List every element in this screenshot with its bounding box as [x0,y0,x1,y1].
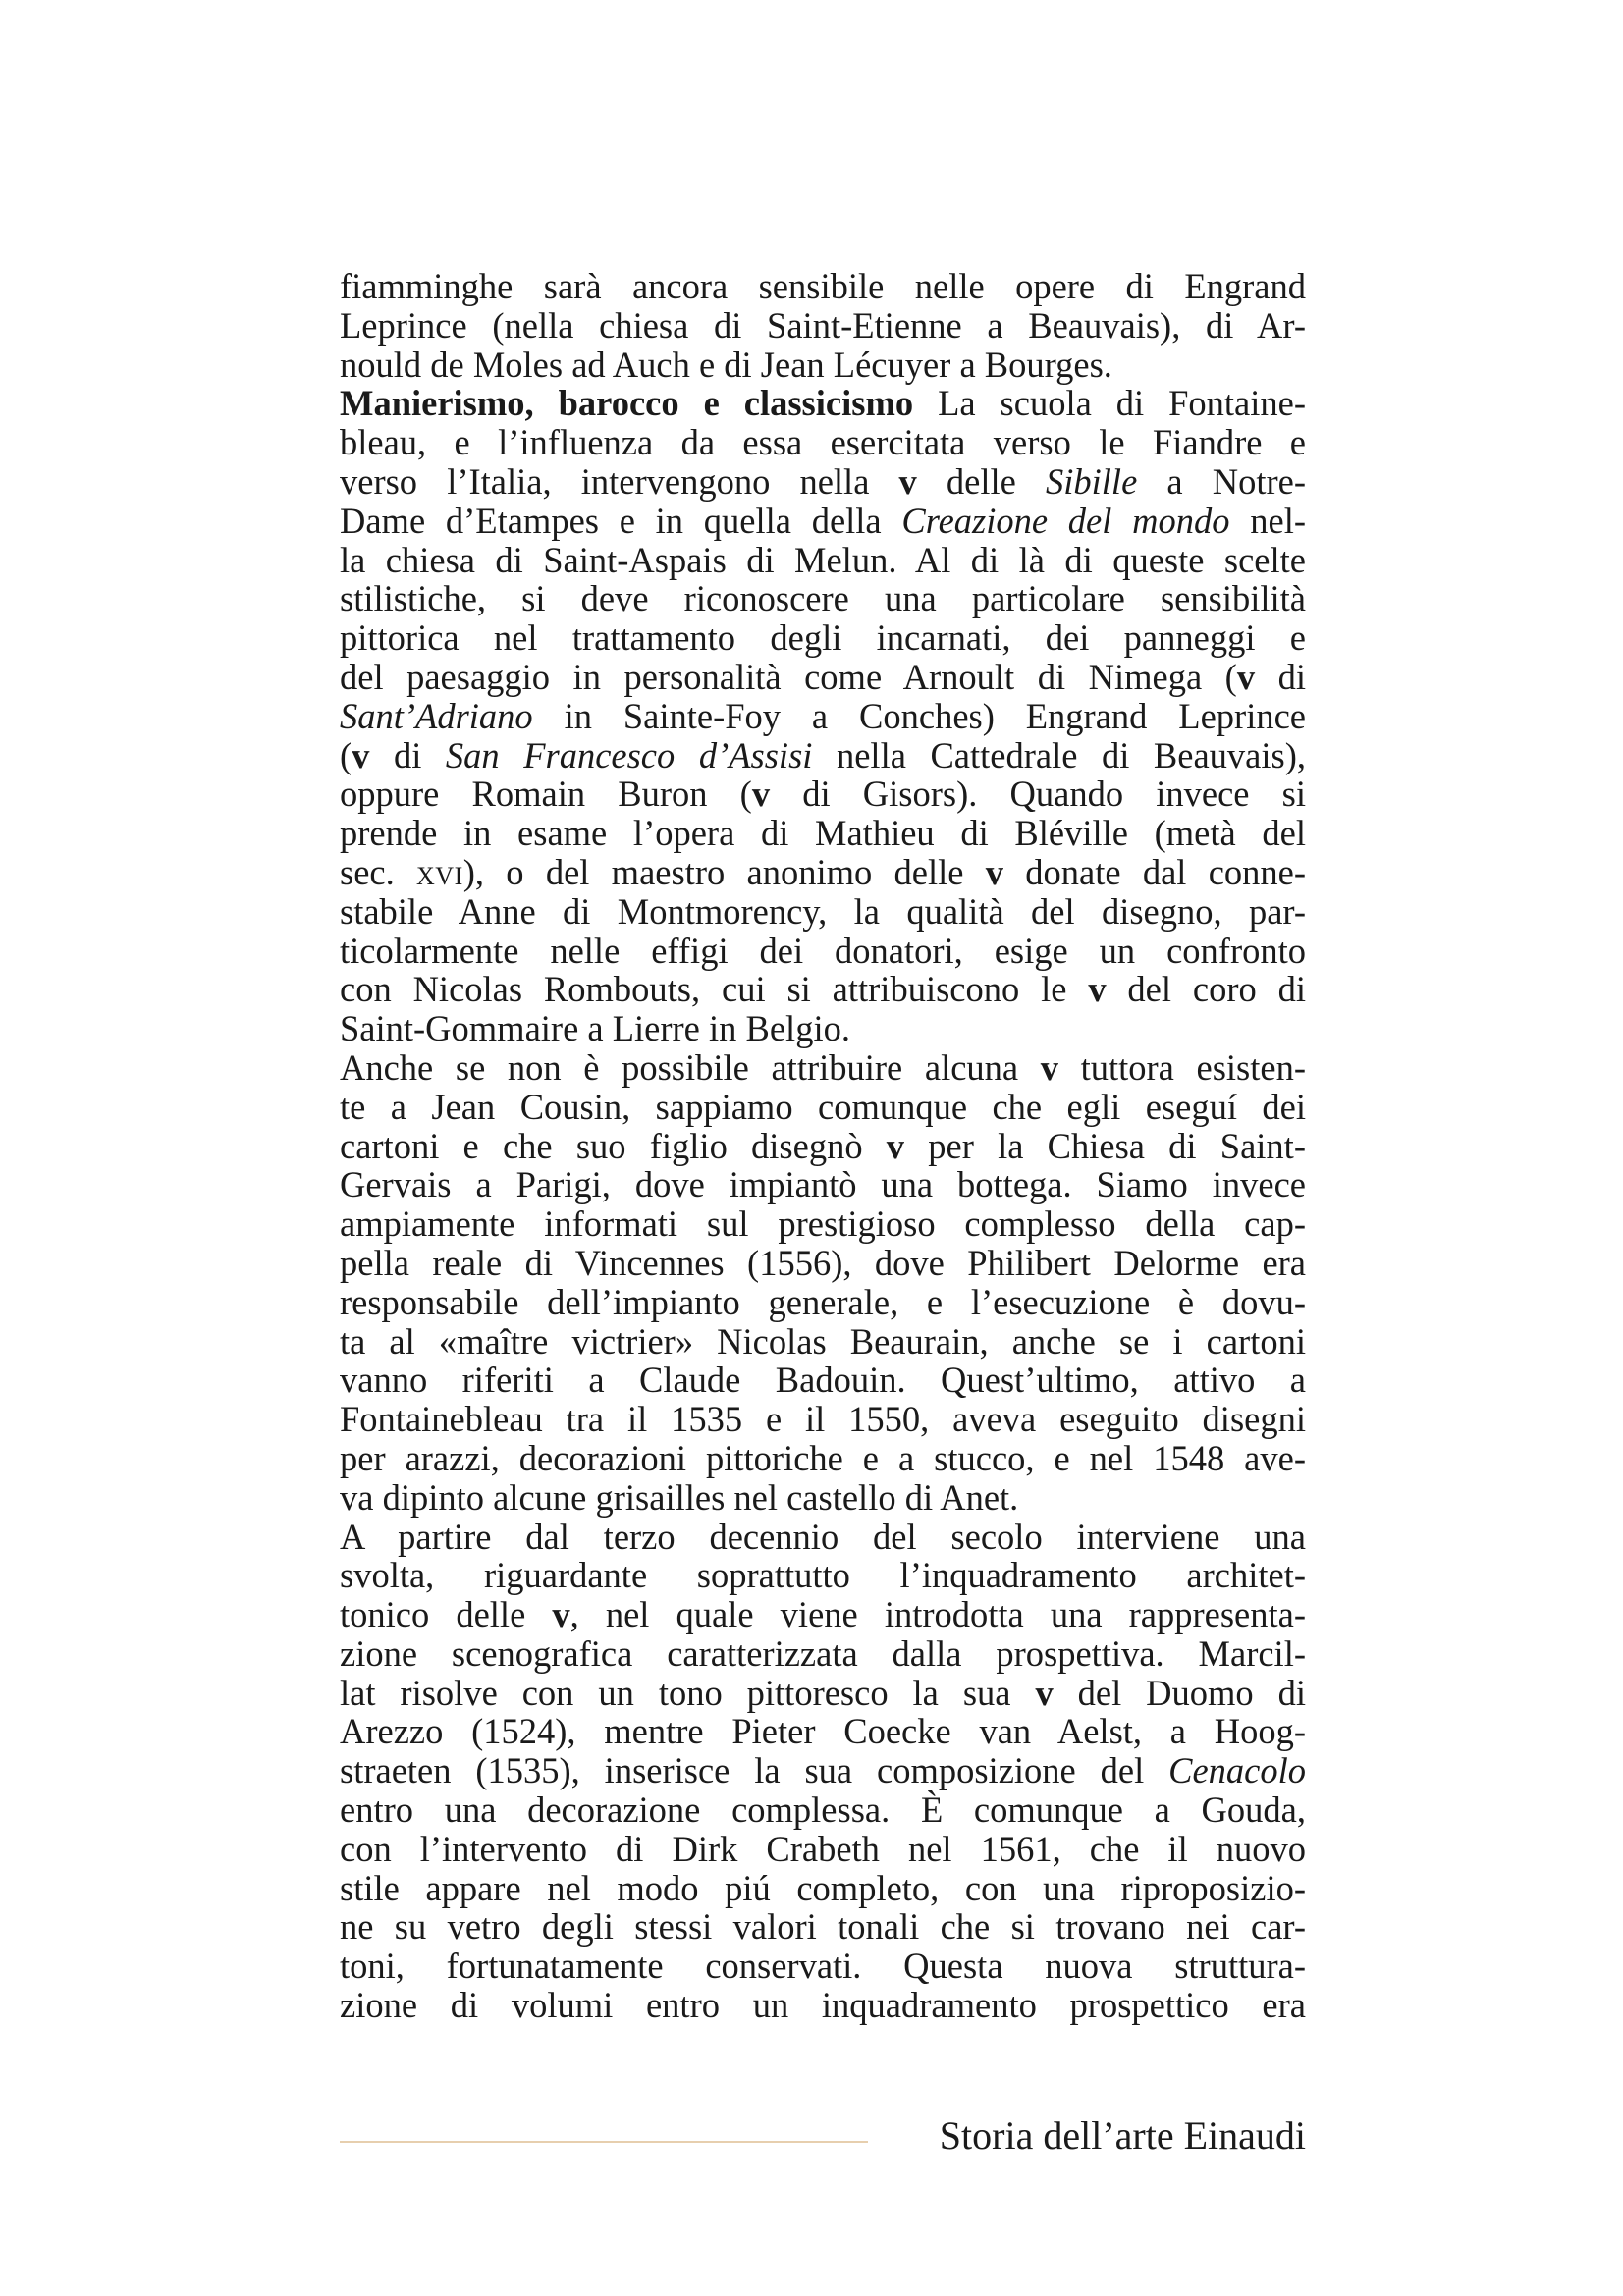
text-line [340,697,1306,736]
text-line [340,423,1306,462]
text-segment: entro una decorazione complessa. È comunque a Gouda, [340,1789,1306,1831]
text-line [340,1869,1306,1908]
text-segment: la chiesa di Saint-Aspais di Melun. Al di là di queste scelte [340,539,1306,580]
text-segment: toni, fortunatamente conservati. Questa nuova struttura- [340,1946,1306,1987]
text-line [340,736,1306,775]
text-line [340,774,1306,814]
text-segment: oppure Romain Buron ( [340,774,752,815]
text-line [340,1127,1306,1166]
text-segment: fiamminghe sarà ancora sensibile nelle opere di Engrand [340,266,1306,306]
text-segment: ta al «maître victrier» Nicolas Beaurain, anche se i cartoni [340,1320,1306,1362]
bold-text: v [886,1125,905,1166]
text-segment: stile appare nel modo piú completo, con una riproposizio- [340,1867,1306,1908]
body-text [340,267,1306,2025]
italic-text: San Francesco d’Assisi [445,734,813,775]
text-line [340,1712,1306,1751]
bold-text: v [1236,656,1256,697]
text-segment: Gervais a Parigi, dove impiantò una bottega. Siamo invece [340,1164,1306,1205]
text-segment: vanno riferiti a Claude Badouin. Quest’ultimo, attivo a [340,1360,1306,1401]
text-line [340,1674,1306,1713]
text-segment: ne su vetro degli stessi valori tonali che si trovano nei car- [340,1906,1306,1948]
text-line [340,892,1306,932]
text-segment: straeten (1535), inserisce la sua composizione del [340,1750,1169,1791]
bold-text: v [751,774,771,815]
text-segment: a Notre- [1137,460,1306,502]
bold-text: v [1088,969,1107,1010]
text-line [340,1439,1306,1478]
text-segment: bleau, e l’influenza da essa esercitata verso le Fiandre e [340,422,1306,463]
text-segment: per arazzi, decorazioni pittoriche e a stucco, e nel 1548 ave- [340,1437,1306,1478]
text-line [340,1907,1306,1947]
text-line [340,1048,1306,1088]
footer-title: Storia dell’arte Einaudi [939,2113,1306,2158]
text-line [340,1518,1306,1557]
bold-text: v [898,460,917,502]
text-segment: del paesaggio in personalità come Arnoult di Nimega ( [340,656,1237,697]
text-line [340,932,1306,971]
text-segment: ampiamente informati sul prestigioso complesso della cap- [340,1203,1306,1245]
text-segment: Saint-Gommaire a Lierre in Belgio. [340,1008,850,1049]
text-segment: zione scenografica caratterizzata dalla prospettiva. Marcil- [340,1632,1306,1674]
bold-text: v [552,1594,570,1635]
text-segment: stilistiche, si deve riconoscere una particolare sensibilità [340,578,1306,619]
text-segment: verso l’Italia, intervengono nella [340,460,899,502]
text-segment: tuttora esisten- [1057,1046,1306,1088]
text-segment: cartoni e che suo figlio disegnò [340,1125,887,1166]
italic-text: Sant’Adriano [340,695,533,736]
text-segment: del coro di [1106,969,1306,1010]
text-segment: con l’intervento di Dirk Crabeth nel 1561, che il nuovo [340,1828,1306,1869]
text-line [340,384,1306,423]
text-line [340,306,1306,346]
text-line [340,1478,1306,1518]
text-line [340,853,1306,892]
bold-text: Manierismo, barocco e classicismo [340,383,914,424]
text-line [340,1595,1306,1634]
text-segment: in Sainte-Foy a Conches) Engrand Leprince [532,695,1306,736]
text-segment: per la Chiesa di Saint- [904,1125,1306,1166]
text-segment: sec. [340,851,417,892]
text-line [340,618,1306,658]
footer-rule [340,2141,868,2143]
text-line [340,1400,1306,1439]
text-segment: prende in esame l’opera di Mathieu di Bléville (metà del [340,813,1306,854]
text-segment: tonico delle [340,1594,553,1635]
text-segment: pittorica nel trattamento degli incarnati, dei panneggi e [340,617,1306,659]
text-segment: Anche se non è possibile attribuire alcuna [340,1046,1041,1088]
text-segment: responsabile dell’impianto generale, e l’esecuzione è dovu- [340,1281,1306,1322]
text-line [340,1790,1306,1830]
text-line [340,579,1306,618]
text-segment: lat risolve con un tono pittoresco la sua [340,1672,1036,1713]
text-segment: con Nicolas Rombouts, cui si attribuiscono le [340,969,1089,1010]
text-segment: nel- [1229,500,1306,541]
text-segment: zione di volumi entro un inquadramento prospettico era [340,1985,1306,2026]
text-line [340,267,1306,306]
text-line [340,1204,1306,1244]
text-segment: te a Jean Cousin, sappiamo comunque che egli eseguí dei [340,1086,1306,1127]
text-segment: ( [340,734,352,775]
text-line [340,1830,1306,1869]
page-footer [340,2107,1306,2165]
text-segment: del Duomo di [1053,1672,1307,1713]
text-segment: ), o del maestro anonimo delle [462,851,986,892]
italic-text: Sibille [1046,460,1138,502]
text-line [340,1165,1306,1204]
text-line [340,1009,1306,1048]
text-segment: pella reale di Vincennes (1556), dove Philibert Delorme era [340,1242,1306,1283]
text-line [340,1283,1306,1322]
text-segment: va dipinto alcune grisailles nel castello di Anet. [340,1476,1019,1518]
text-segment: , nel quale viene introdotta una rappresenta- [569,1594,1307,1635]
text-line [340,1244,1306,1283]
text-line [340,814,1306,853]
text-segment: xvi [416,851,463,892]
text-line [340,346,1306,385]
text-line [340,970,1306,1009]
text-line [340,658,1306,697]
bold-text: v [352,734,370,775]
text-line [340,1322,1306,1362]
text-segment: nould de Moles ad Auch e di Jean Lécuyer a Bourges. [340,344,1112,385]
text-segment: svolta, riguardante soprattutto l’inquadramento architet- [340,1555,1306,1596]
text-line [340,1361,1306,1400]
text-line [340,1751,1306,1790]
text-segment: Leprince (nella chiesa di Saint-Etienne a Beauvais), di Ar- [340,304,1306,346]
text-segment: di Gisors). Quando invece si [770,774,1306,815]
text-line [340,462,1306,502]
bold-text: v [1035,1672,1054,1713]
bold-text: v [1040,1046,1058,1088]
bold-text: v [985,851,1003,892]
text-line [340,541,1306,580]
text-line [340,1986,1306,2025]
text-segment: di [369,734,446,775]
text-segment: delle [916,460,1046,502]
text-segment: nella Cattedrale di Beauvais), [812,734,1306,775]
text-segment: ticolarmente nelle effigi dei donatori, esige un confronto [340,930,1306,971]
text-line [340,1556,1306,1595]
text-segment: di [1255,656,1306,697]
text-segment: Dame d’Etampes e in quella della [340,500,902,541]
text-segment: stabile Anne di Montmorency, la qualità del disegno, par- [340,890,1306,932]
text-segment: La scuola di Fontaine- [913,383,1306,424]
text-line [340,1947,1306,1986]
text-segment: donate dal conne- [1002,851,1307,892]
text-segment: A partire dal terzo decennio del secolo interviene una [340,1516,1306,1557]
text-line [340,1634,1306,1674]
text-segment: Arezzo (1524), mentre Pieter Coecke van Aelst, a Hoog- [340,1711,1306,1752]
italic-text: Creazione del mondo [901,500,1230,541]
italic-text: Cenacolo [1168,1750,1306,1791]
text-line [340,1088,1306,1127]
text-segment: Fontainebleau tra il 1535 e il 1550, aveva eseguito disegni [340,1399,1306,1440]
text-line [340,502,1306,541]
